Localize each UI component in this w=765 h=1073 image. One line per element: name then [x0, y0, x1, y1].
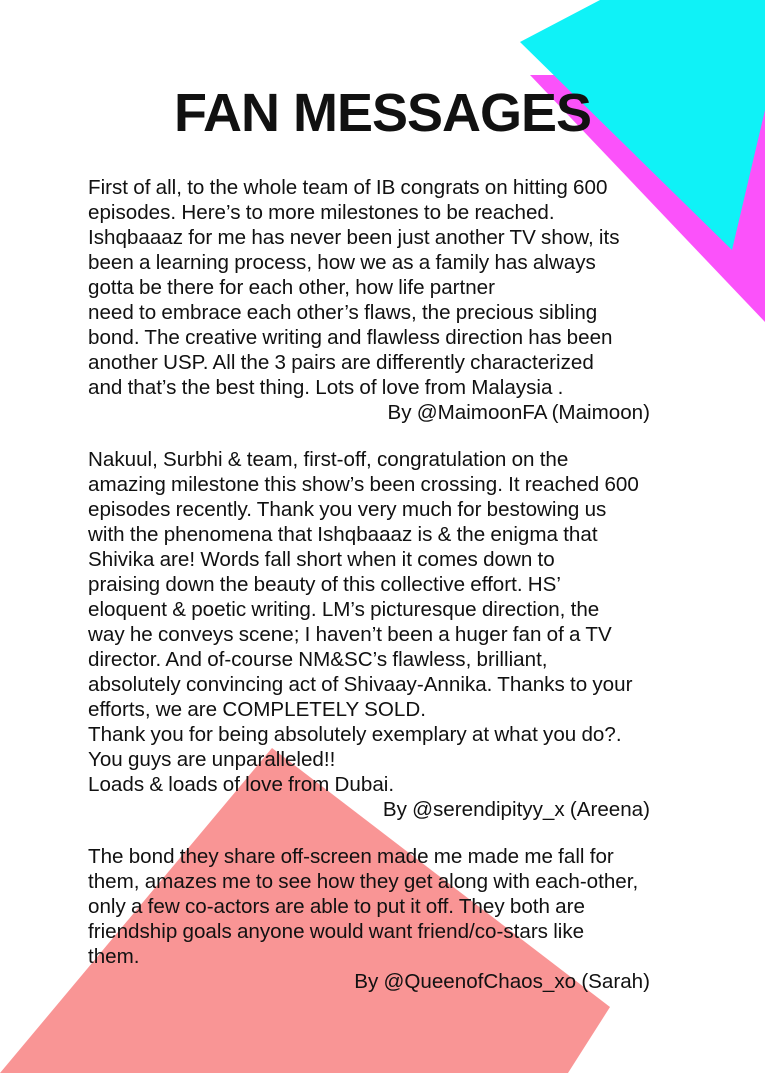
- message-text: Nakuul, Surbhi & team, first-off, congratulation on the amazing milestone this show’s been crossing. It reached 600 episodes recently. Thank you very much for bestowing us with the phenomena that Ishqbaaaz is & the enigma that Shivika are! Words fall short when it comes down to praising down the beauty of this collective effort. HS’ eloquent & poetic writing. LM’s picturesque direction, the way he conveys scene; I haven’t been a huger fan of a TV director. And of-course NM&SC’s flawless, brilliant, absolutely convincing act of Shivaay-Annika. Thanks to your efforts, we are COMPLETELY SOLD. Thank you for being absolutely exemplary at what you do?. You guys are unparalleled!! Loads & loads of love from Dubai.: [88, 448, 639, 796]
- message-text: The bond they share off-screen made me made me fall for them, amazes me to see how they get along with each-other, only a few co-actors are able to put it off. They both are friendship goals anyone would want friend/co-stars like them.: [88, 845, 639, 968]
- page-title: FAN MESSAGES: [173, 83, 592, 143]
- messages-list: [88, 175, 650, 1004]
- fan-message: [88, 844, 650, 994]
- fan-message: [88, 175, 650, 425]
- spacer: [88, 832, 650, 844]
- message-byline: By @QueenofChaos_xo (Sarah): [354, 970, 650, 993]
- message-byline: By @MaimoonFA (Maimoon): [387, 401, 650, 424]
- fan-message: [88, 447, 650, 822]
- message-byline: By @serendipityy_x (Areena): [382, 798, 650, 821]
- spacer: [88, 435, 650, 447]
- message-text: First of all, to the whole team of IB congrats on hitting 600 episodes. Here’s to more milestones to be reached. Ishqbaaaz for me has never been just another TV show, its been a learning process, how we as a family has always gotta be there for each other, how life partner need to embrace each other’s flaws, the precious sibling bond. The creative writing and flawless direction has been another USP. All the 3 pairs are differently characterized and that’s the best thing. Lots of love from Malaysia .: [88, 176, 620, 399]
